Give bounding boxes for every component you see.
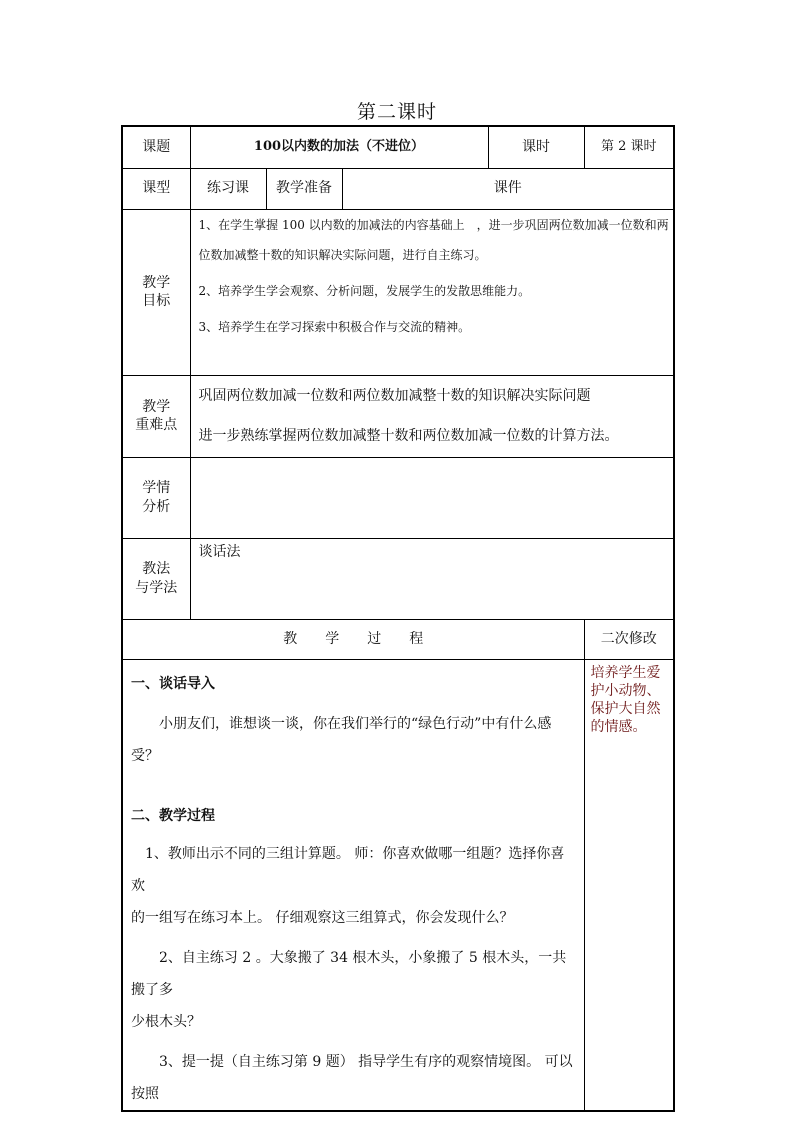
revision-note-line-4: 的情感。 bbox=[590, 719, 647, 736]
row-process bbox=[122, 659, 674, 1111]
revision-note-line-3: 保护大自然 bbox=[590, 700, 661, 717]
key-points-content bbox=[190, 375, 674, 457]
section-1-para: 小朋友们，谁想谈一谈，你在我们举行的“绿色行动”中有什么感受？ bbox=[131, 715, 552, 764]
period-label: 课时 bbox=[488, 126, 584, 168]
process-title: 教学过程 bbox=[122, 619, 584, 659]
row-type bbox=[122, 168, 674, 209]
goal-line-4: 3、培养学生在学习探索中积极合作与交流的精神。 bbox=[198, 319, 471, 334]
revision-note-line-1: 培养学生爱 bbox=[590, 664, 661, 681]
key-point-1: 巩固两位数加减一位数和两位数加减整十数的知识解决实际问题 bbox=[198, 387, 591, 404]
topic-value: 100以内数的加法（不进位） bbox=[190, 126, 488, 168]
analysis-content bbox=[190, 457, 674, 538]
key-point-2: 进一步熟练掌握两位数加减整十数和两位数加减一位数的计算方法。 bbox=[198, 427, 619, 444]
methods-content: 谈话法 bbox=[190, 538, 674, 619]
section-2-item-1a: 1、教师出示不同的三组计算题。 师：你喜欢做哪一组题？选择你喜欢 bbox=[131, 845, 565, 894]
goal-line-3: 2、培养学生学会观察、分析问题，发展学生的发散思维能力。 bbox=[198, 283, 531, 298]
period-value: 第 2 课时 bbox=[584, 126, 674, 168]
analysis-label-1: 学情 bbox=[142, 480, 171, 497]
section-2-item-2a: 2、自主练习 2 。大象搬了 34 根木头，小象搬了 5 根木头，一共搬了多 bbox=[131, 949, 567, 998]
row-methods bbox=[122, 538, 674, 619]
section-2-item-3a: 3、提一提（自主练习第 9 题） 指导学生有序的观察情境图。 可以按照 bbox=[131, 1053, 573, 1102]
process-content bbox=[122, 659, 584, 1111]
analysis-label bbox=[122, 457, 190, 538]
section-2-item-1b: 的一组写在练习本上。 仔细观察这三组算式，你会发现什么？ bbox=[131, 909, 514, 926]
goals-label-1: 教学 bbox=[142, 274, 171, 291]
type-value: 练习课 bbox=[190, 168, 266, 209]
row-goals bbox=[122, 209, 674, 375]
section-1-title: 一、谈话导入 bbox=[131, 675, 215, 692]
methods-label bbox=[122, 538, 190, 619]
section-2-title: 二、教学过程 bbox=[131, 807, 215, 824]
goal-line-1: 1、在学生掌握 100 以内数的加减法的内容基础上 ，进一步巩固两位数加减一位数和两 bbox=[198, 217, 669, 232]
row-topic bbox=[122, 126, 674, 168]
section-2-item-2b: 少根木头？ bbox=[131, 1013, 201, 1030]
row-key-points bbox=[122, 375, 674, 457]
revision-note-line-2: 护小动物、 bbox=[590, 682, 661, 699]
row-process-header bbox=[122, 619, 674, 659]
topic-label: 课题 bbox=[122, 126, 190, 168]
key-points-label bbox=[122, 375, 190, 457]
lesson-plan-table bbox=[121, 125, 675, 1112]
key-points-label-2: 重难点 bbox=[135, 417, 178, 433]
key-points-label-1: 教学 bbox=[142, 398, 171, 415]
goals-label-2: 目标 bbox=[142, 293, 171, 309]
revision-note bbox=[584, 659, 674, 1111]
type-label: 课型 bbox=[122, 168, 190, 209]
revision-title: 二次修改 bbox=[584, 619, 674, 659]
goal-line-2: 位数加减整十数的知识解决实际问题，进行自主练习。 bbox=[198, 247, 487, 262]
analysis-label-2: 分析 bbox=[142, 498, 171, 515]
prep-label: 教学准备 bbox=[266, 168, 342, 209]
row-analysis bbox=[122, 457, 674, 538]
prep-value: 课件 bbox=[342, 168, 674, 209]
goals-label bbox=[122, 209, 190, 375]
page-title: 第二课时 bbox=[356, 101, 437, 123]
goals-content bbox=[190, 209, 674, 375]
methods-label-1: 教法 bbox=[142, 561, 171, 578]
methods-label-2: 与学法 bbox=[135, 579, 178, 596]
